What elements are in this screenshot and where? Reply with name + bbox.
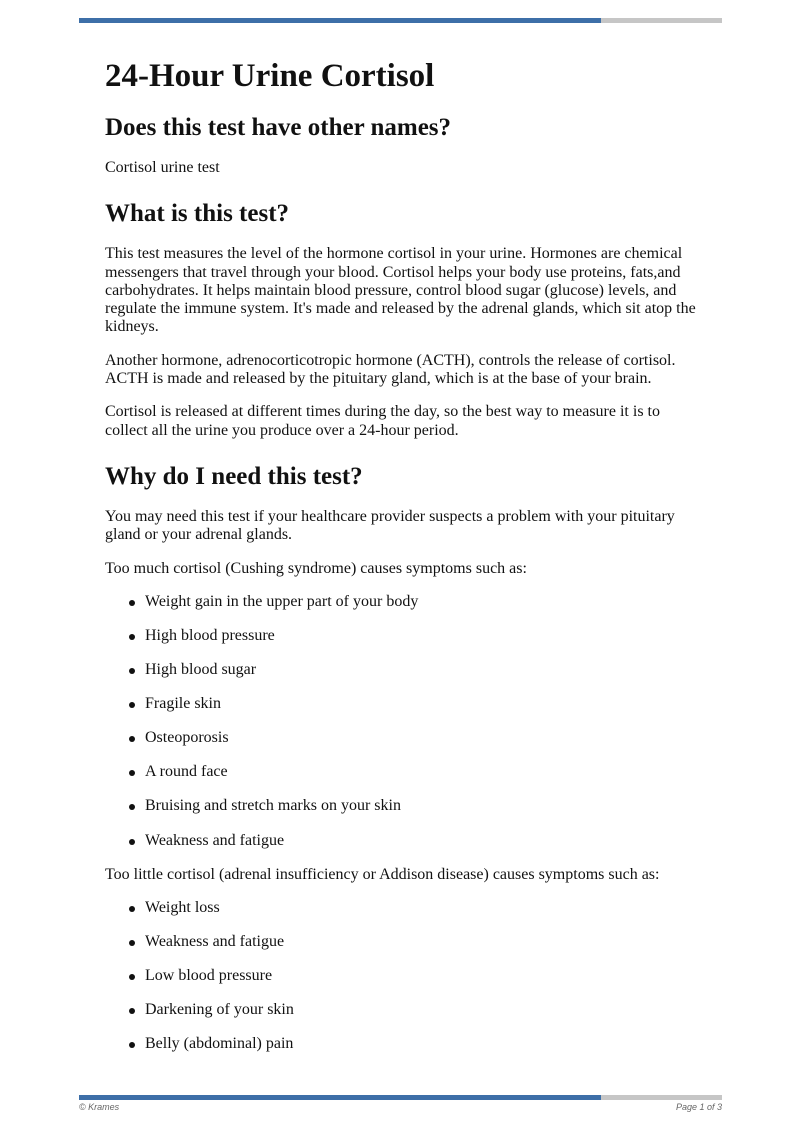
list-item — [105, 593, 705, 611]
top-rule-gray — [601, 18, 722, 23]
list-item — [105, 1001, 705, 1019]
list-item — [105, 832, 705, 850]
paragraph: Cortisol is released at different times during the day, so the best way to measure it is to collect all the urine you produce over a 24-hour period. — [105, 403, 660, 439]
bullet-icon — [129, 804, 135, 810]
top-rule — [79, 18, 722, 23]
list-item — [105, 933, 705, 951]
list-item — [105, 729, 705, 747]
too-much-symptoms-list — [105, 593, 705, 850]
list-item — [105, 967, 705, 985]
bullet-icon — [129, 634, 135, 640]
list-item-text: High blood pressure — [145, 626, 275, 644]
list-item — [105, 797, 705, 815]
paragraph: Too much cortisol (Cushing syndrome) causes symptoms such as: — [105, 559, 527, 577]
footer-page-number: Page 1 of 3 — [675, 1102, 722, 1112]
list-item-text: Weakness and fatigue — [145, 831, 285, 849]
bullet-icon — [129, 839, 135, 845]
list-item-text: Weakness and fatigue — [145, 933, 285, 951]
list-item-text: Weight loss — [145, 899, 220, 917]
footer-copyright: © Krames — [79, 1102, 120, 1112]
list-item — [105, 661, 705, 679]
bullet-icon — [129, 974, 135, 980]
bullet-icon — [129, 600, 135, 606]
list-item-text: Darkening of your skin — [145, 1001, 294, 1019]
list-item-text: A round face — [145, 763, 228, 781]
list-item — [105, 763, 705, 781]
bottom-rule — [79, 1095, 722, 1100]
section-heading-other-names: Does this test have other names? — [105, 114, 452, 141]
paragraph: Too little cortisol (adrenal insufficiency or Addison disease) causes symptoms such as: — [105, 865, 660, 883]
bullet-icon — [129, 1008, 135, 1014]
section-heading-what-is: What is this test? — [105, 200, 290, 228]
list-item-text: Low blood pressure — [145, 967, 273, 985]
page-title: 24-Hour Urine Cortisol — [105, 58, 435, 94]
list-item-text: High blood sugar — [145, 661, 257, 679]
list-item — [105, 627, 705, 645]
list-item — [105, 695, 705, 713]
list-item — [105, 899, 705, 917]
too-little-symptoms-list — [105, 899, 705, 1054]
section-heading-why-need: Why do I need this test? — [105, 462, 363, 490]
list-item-text: Fragile skin — [145, 695, 221, 713]
bullet-icon — [129, 1042, 135, 1048]
bottom-rule-gray — [601, 1095, 722, 1100]
bullet-icon — [129, 906, 135, 912]
paragraph: Another hormone, adrenocorticotropic hormone (ACTH), controls the release of cortisol. ACTH is made and released by the pituitary gland, which is at the base of your brain. — [105, 351, 676, 388]
list-item-text: Weight gain in the upper part of your body — [145, 592, 419, 610]
document-body — [105, 56, 705, 1070]
list-item-text: Bruising and stretch marks on your skin — [145, 797, 401, 815]
bullet-icon — [129, 940, 135, 946]
top-rule-accent — [79, 18, 601, 23]
list-item-text: Osteoporosis — [145, 729, 229, 747]
bullet-icon — [129, 770, 135, 776]
paragraph: You may need this test if your healthcare provider suspects a problem with your pituitary gland or your adrenal glands. — [105, 507, 675, 544]
paragraph: Cortisol urine test — [105, 159, 220, 176]
list-item — [105, 1035, 705, 1053]
bullet-icon — [129, 702, 135, 708]
bottom-rule-accent — [79, 1095, 601, 1100]
paragraph: This test measures the level of the hormone cortisol in your urine. Hormones are chemical messengers that travel through your blood. Cortisol helps your body use proteins, fats,and carbohydrates. It helps maintain blood pressure, control blood sugar (glucose) levels, and regulate the immune system. It's made and released by the adrenal glands, which sit atop the kidneys. — [105, 245, 696, 336]
bullet-icon — [129, 668, 135, 674]
bullet-icon — [129, 736, 135, 742]
list-item-text: Belly (abdominal) pain — [145, 1035, 294, 1053]
